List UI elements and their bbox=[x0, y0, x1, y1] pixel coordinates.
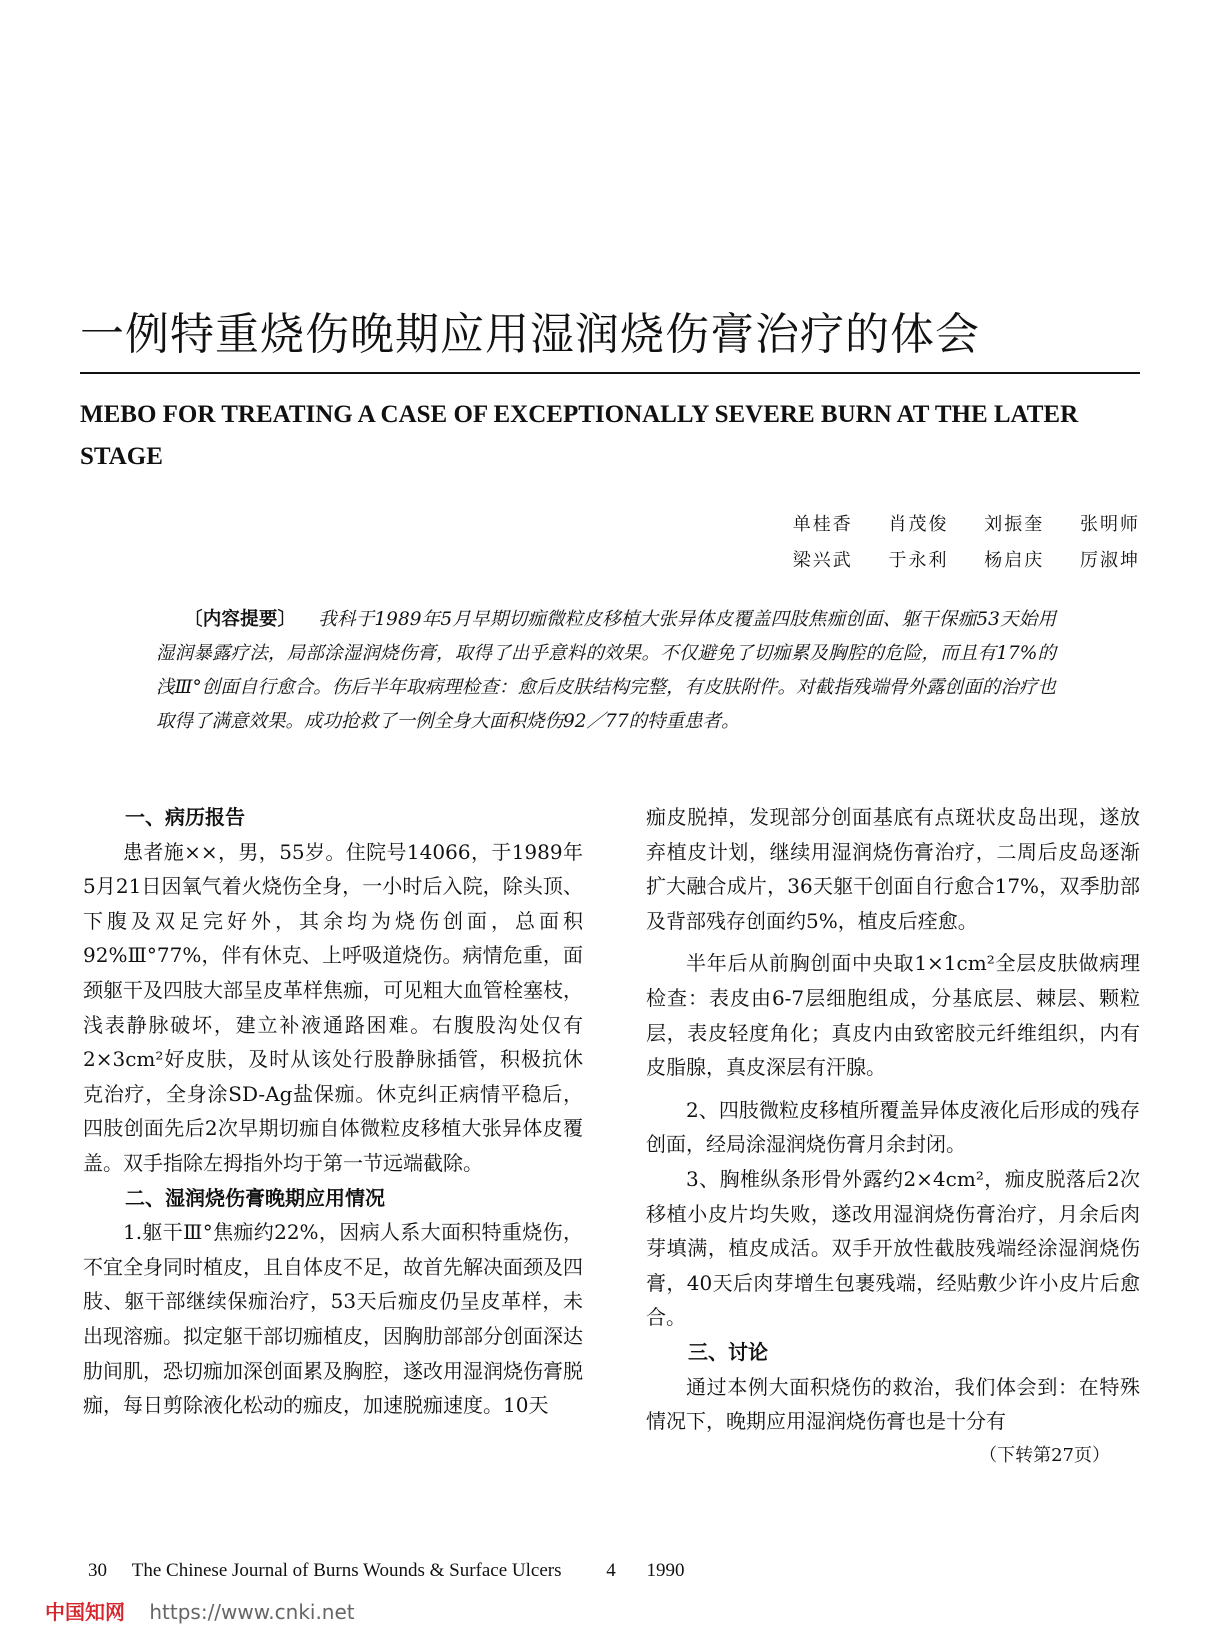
paragraph: 3、胸椎纵条形骨外露约2×4cm²，痂皮脱落后2次移植小皮片均失败，遂改用湿润烧伤膏治疗，月余后肉芽填满，植皮成活。双手开放性截肢残端经涂湿润烧伤膏，40天后肉芽增生包裹残端，经贴敷少许小皮片后愈合。 bbox=[646, 1166, 1140, 1330]
cnki-watermark bbox=[45, 1596, 355, 1625]
abstract-text: 我科于1989年5月早期切痂微粒皮移植大张异体皮覆盖四肢焦痂创面、躯干保痂53天始用湿润暴露疗法，局部涂湿润烧伤膏，取得了出乎意料的效果。不仅避免了切痂累及胸腔的危险，而且有17%的浅Ⅲ°创面自行愈合。伤后半年取病理检查：愈后皮肤结构完整，有皮肤附件。对截指残端骨外露创面的治疗也取得了满意效果。成功抢救了一例全身大面积烧伤92／77的特重患者。 bbox=[156, 609, 1056, 732]
author-list bbox=[763, 507, 1140, 579]
right-column bbox=[646, 800, 1140, 1473]
abstract bbox=[156, 603, 1056, 739]
journal-name: The Chinese Journal of Burns Wounds & Surface Ulcers bbox=[131, 1560, 562, 1581]
author-name: 杨启庆 bbox=[984, 550, 1045, 571]
continued-note: （下转第27页） bbox=[979, 1444, 1110, 1466]
paragraph: 患者施××，男，55岁。住院号14066，于1989年5月21日因氧气着火烧伤全身，一小时后入院，除头顶、下腹及双足完好外，其余均为烧伤创面，总面积92%Ⅲ°77%，伴有休克、上呼吸道烧伤。病情危重，面颈躯干及四肢大部呈皮革样焦痂，可见粗大血管栓塞枝，浅表静脉破坏，建立补液通路困难。右腹股沟处仅有2×3cm²好皮肤，及时从该处行股静脉插管，积极抗休克治疗，全身涂SD-Ag盐保痂。休克纠正病情平稳后，四肢创面先后2次早期切痂自体微粒皮移植大张异体皮覆盖。双手指除左拇指外均于第一节远端截除。 bbox=[83, 839, 583, 1175]
author-name: 单桂香 bbox=[792, 514, 853, 535]
watermark-logo-text: 中国知网 bbox=[45, 1600, 125, 1624]
paragraph: 通过本例大面积烧伤的救治，我们体会到：在特殊情况下，晚期应用湿润烧伤膏也是十分有 bbox=[646, 1374, 1140, 1434]
abstract-label: 〔内容提要〕 bbox=[184, 609, 297, 630]
page-footer bbox=[88, 1560, 685, 1582]
author-name: 刘振奎 bbox=[984, 514, 1045, 535]
author-row-2 bbox=[763, 543, 1140, 579]
section-heading-application: 二、湿润烧伤膏晚期应用情况 bbox=[125, 1185, 385, 1210]
article-title-english: MEBO FOR TREATING A CASE OF EXCEPTIONALLY SEVERE BURN AT THE LATER STAGE bbox=[80, 401, 1079, 470]
paragraph: 2、四肢微粒皮移植所覆盖异体皮液化后形成的残存创面，经局涂湿润烧伤膏月余封闭。 bbox=[646, 1097, 1140, 1157]
author-row-1 bbox=[763, 507, 1140, 543]
section-heading-case-report: 一、病历报告 bbox=[125, 805, 245, 829]
paragraph: 半年后从前胸创面中央取1×1cm²全层皮肤做病理检查：表皮由6-7层细胞组成，分基底层、棘层、颗粒层，表皮轻度角化；真皮内由致密胶元纤维组织，内有皮脂腺，真皮深层有汗腺。 bbox=[646, 951, 1140, 1080]
left-column bbox=[83, 800, 583, 1423]
author-name: 张明师 bbox=[1080, 514, 1140, 535]
author-name: 厉淑坤 bbox=[1080, 550, 1140, 571]
author-name: 梁兴武 bbox=[792, 550, 853, 571]
article-title-chinese: 一例特重烧伤晚期应用湿润烧伤膏治疗的体会 bbox=[80, 309, 980, 360]
section-heading-discussion: 三、讨论 bbox=[688, 1339, 768, 1364]
paragraph: 痂皮脱掉，发现部分创面基底有点斑状皮岛出现，遂放弃植皮计划，继续用湿润烧伤膏治疗，二周后皮岛逐渐扩大融合成片，36天躯干创面自行愈合17%，双季肋部及背部残存创面约5%，植皮后痊愈。 bbox=[646, 805, 1140, 933]
page-number: 30 bbox=[88, 1560, 107, 1581]
author-name: 于永利 bbox=[888, 550, 949, 571]
title-divider bbox=[80, 372, 1140, 374]
watermark-url: https://www.cnki.net bbox=[149, 1600, 355, 1624]
author-name: 肖茂俊 bbox=[888, 514, 949, 535]
paragraph: 1.躯干Ⅲ°焦痂约22%，因病人系大面积特重烧伤，不宜全身同时植皮，且自体皮不足，故首先解决面颈及四肢、躯干部继续保痂治疗，53天后痂皮仍呈皮革样，未出现溶痂。拟定躯干部切痂植皮，因胸肋部部分创面深达肋间肌，恐切痂加深创面累及胸腔，遂改用湿润烧伤膏脱痂，每日剪除液化松动的痂皮，加速脱痂速度。10天 bbox=[83, 1220, 583, 1418]
issue-number: 4 bbox=[606, 1560, 616, 1581]
publication-year: 1990 bbox=[646, 1560, 685, 1581]
